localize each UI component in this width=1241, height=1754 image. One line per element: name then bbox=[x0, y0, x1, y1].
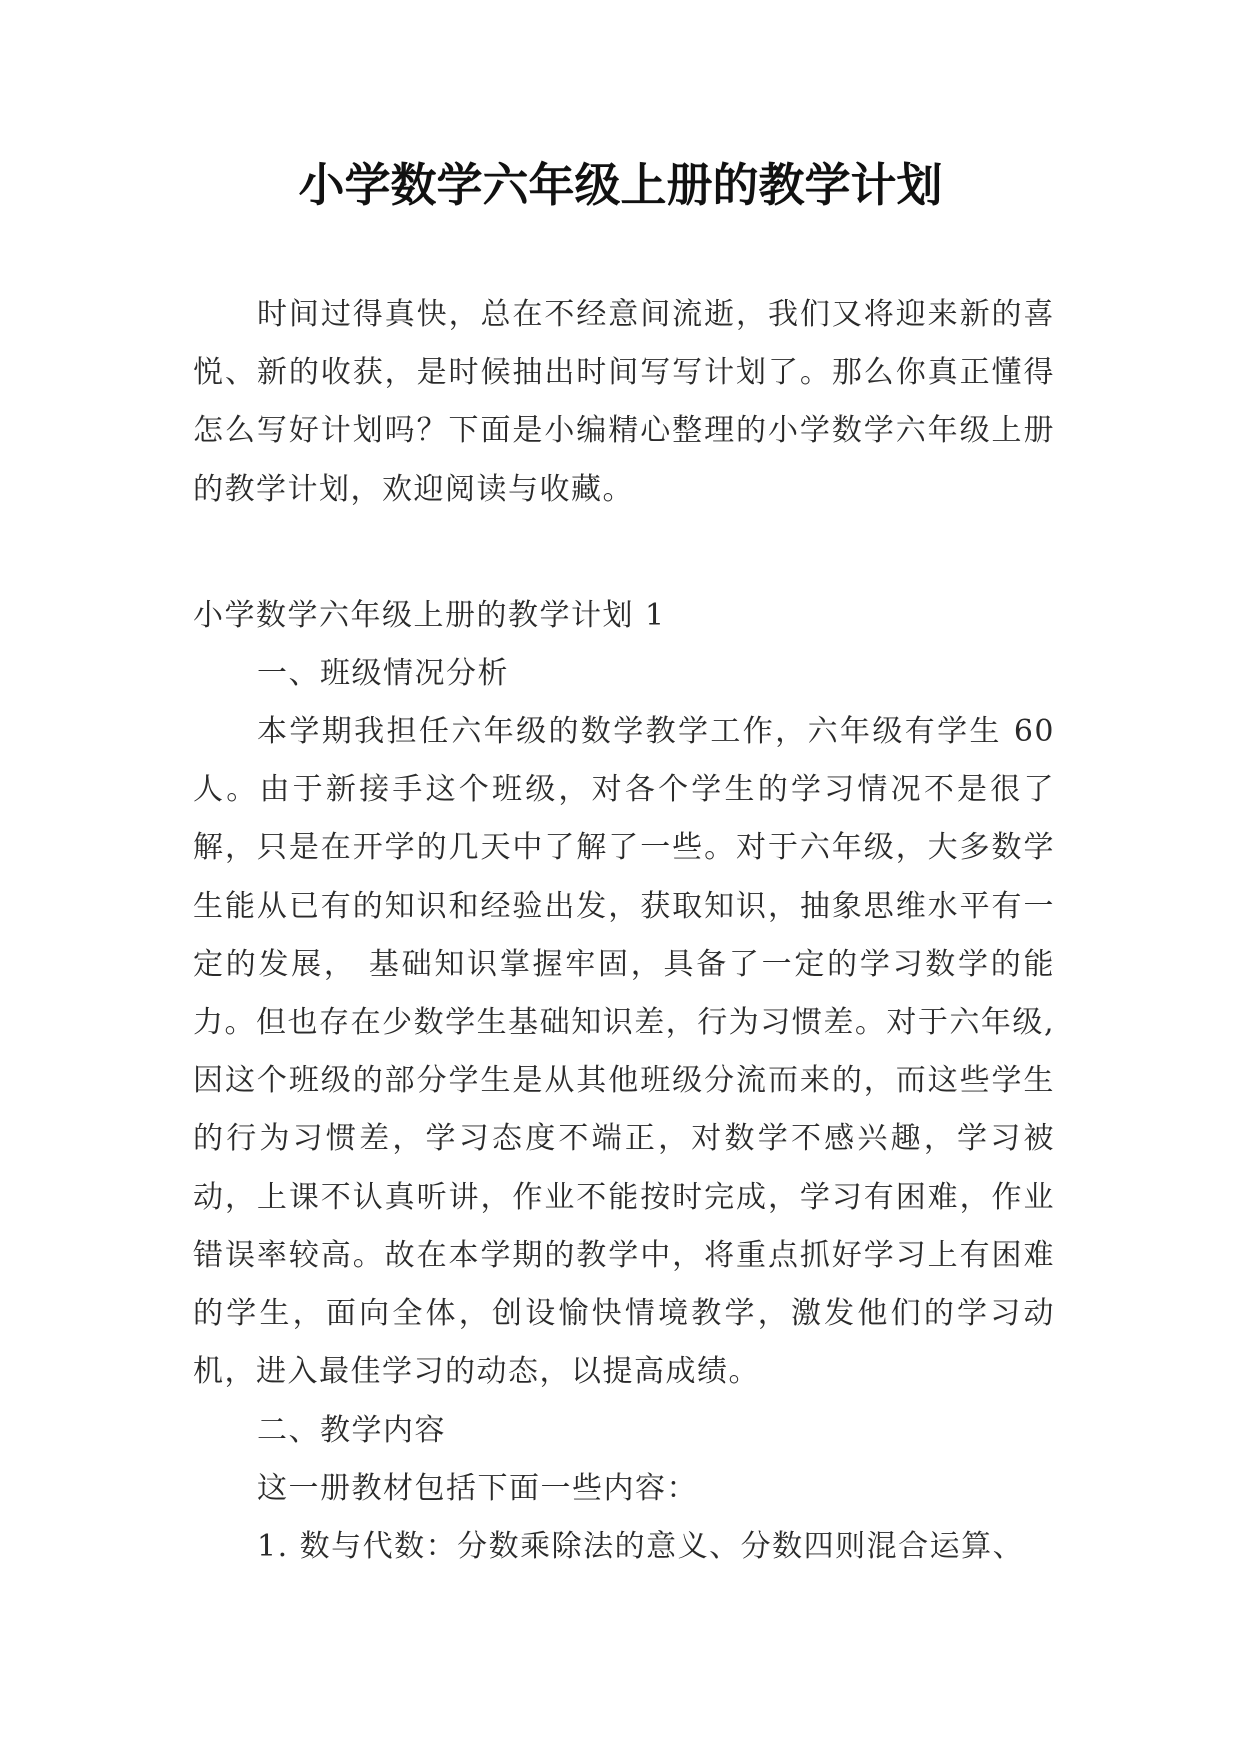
intro-paragraph: 时间过得真快，总在不经意间流逝，我们又将迎来新的喜悦、新的收获，是时候抽出时间写写计划了。那么你真正懂得怎么写好计划吗？下面是小编精心整理的小学数学六年级上册的教学计划，欢迎阅读与收藏。 bbox=[193, 297, 1055, 507]
heading-teaching-content: 二、教学内容 bbox=[257, 1413, 446, 1448]
paragraph-number-algebra: 1. 数与代数：分数乘除法的意义、分数四则混合运算、 bbox=[257, 1529, 1025, 1564]
document-title: 小学数学六年级上册的教学计划 bbox=[298, 158, 943, 212]
paragraph-content-intro: 这一册教材包括下面一些内容： bbox=[257, 1471, 698, 1506]
paragraph-class-analysis: 本学期我担任六年级的数学教学工作，六年级有学生 60 人。由于新接手这个班级，对各个学生的学习情况不是很了解，只是在开学的几天中了解了一些。对于六年级，大多数学生能从已有的知识和经验出发，获取知识，抽象思维水平有一定的发展， 基础知识掌握牢固，具备了一定的学习数学的能力。但也存在少数学生基础知识差，行为习惯差。对于六年级,因这个班级的部分学生是从其他班级分流而来的，而这些学生的行为习惯差，学习态度不端正，对数学不感兴趣，学习被动，上课不认真听讲，作业不能按时完成，学习有困难，作业错误率较高。故在本学期的教学中，将重点抓好学习上有困难的学生，面向全体，创设愉快情境教学，激发他们的学习动机，进入最佳学习的动态，以提高成绩。 bbox=[193, 714, 1055, 1390]
heading-class-analysis: 一、班级情况分析 bbox=[257, 656, 509, 691]
section-title: 小学数学六年级上册的教学计划 1 bbox=[193, 598, 666, 633]
